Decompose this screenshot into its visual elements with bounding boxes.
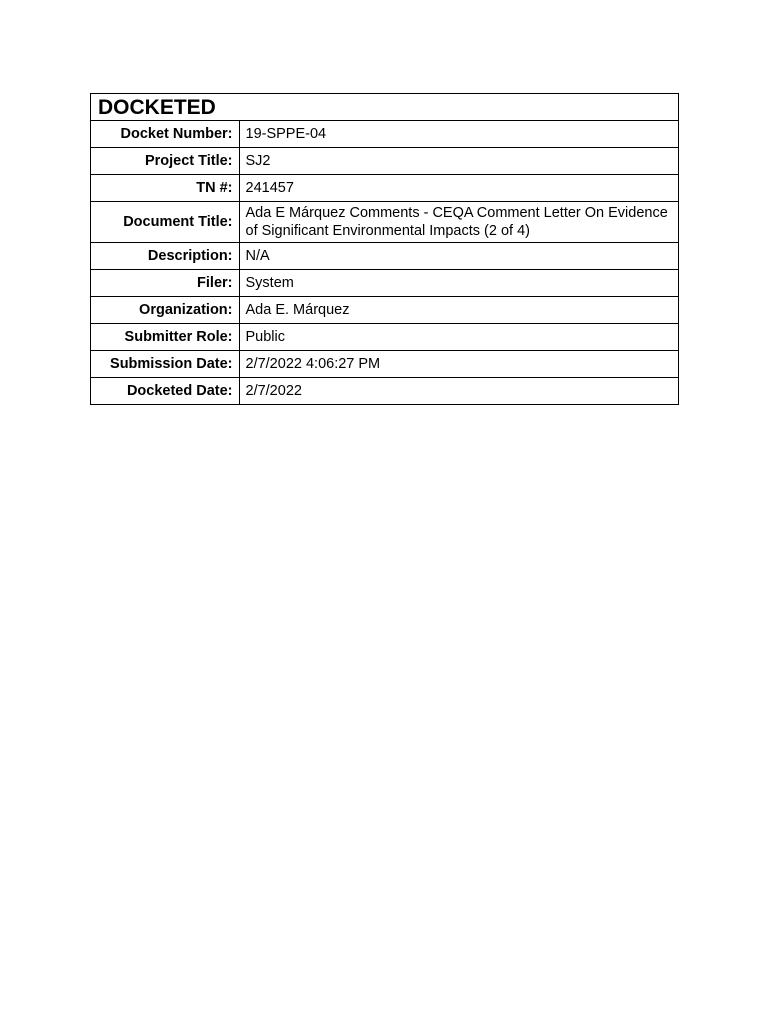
submission-date-row bbox=[91, 351, 678, 378]
submitter-role-label: Submitter Role: bbox=[91, 324, 239, 351]
description-row bbox=[91, 243, 678, 270]
docket-fields-table bbox=[91, 121, 678, 404]
tn-number-row bbox=[91, 175, 678, 202]
docketed-date-label: Docketed Date: bbox=[91, 378, 239, 405]
docketed-date-value: 2/7/2022 bbox=[239, 378, 678, 405]
submission-date-label: Submission Date: bbox=[91, 351, 239, 378]
filer-label: Filer: bbox=[91, 270, 239, 297]
docketed-title: DOCKETED bbox=[91, 94, 678, 121]
filer-value: System bbox=[239, 270, 678, 297]
submitter-role-value: Public bbox=[239, 324, 678, 351]
docketed-date-row bbox=[91, 378, 678, 405]
filer-row bbox=[91, 270, 678, 297]
docket-info-box bbox=[90, 93, 679, 405]
document-title-row bbox=[91, 202, 678, 243]
project-title-row bbox=[91, 148, 678, 175]
tn-number-value: 241457 bbox=[239, 175, 678, 202]
project-title-label: Project Title: bbox=[91, 148, 239, 175]
tn-number-label: TN #: bbox=[91, 175, 239, 202]
project-title-value: SJ2 bbox=[239, 148, 678, 175]
organization-label: Organization: bbox=[91, 297, 239, 324]
submission-date-value: 2/7/2022 4:06:27 PM bbox=[239, 351, 678, 378]
docket-number-value: 19-SPPE-04 bbox=[245, 126, 327, 142]
description-label: Description: bbox=[91, 243, 239, 270]
document-title-label: Document Title: bbox=[91, 202, 239, 243]
organization-row bbox=[91, 297, 678, 324]
organization-value: Ada E. Márquez bbox=[239, 297, 678, 324]
submitter-role-row bbox=[91, 324, 678, 351]
document-title-value: Ada E Márquez Comments - CEQA Comment Letter On Evidence of Significant Environmental Impacts (2 of 4) bbox=[239, 202, 678, 243]
docket-number-label: Docket Number: bbox=[91, 121, 239, 148]
description-value: N/A bbox=[239, 243, 678, 270]
docket-number-row bbox=[91, 121, 678, 148]
